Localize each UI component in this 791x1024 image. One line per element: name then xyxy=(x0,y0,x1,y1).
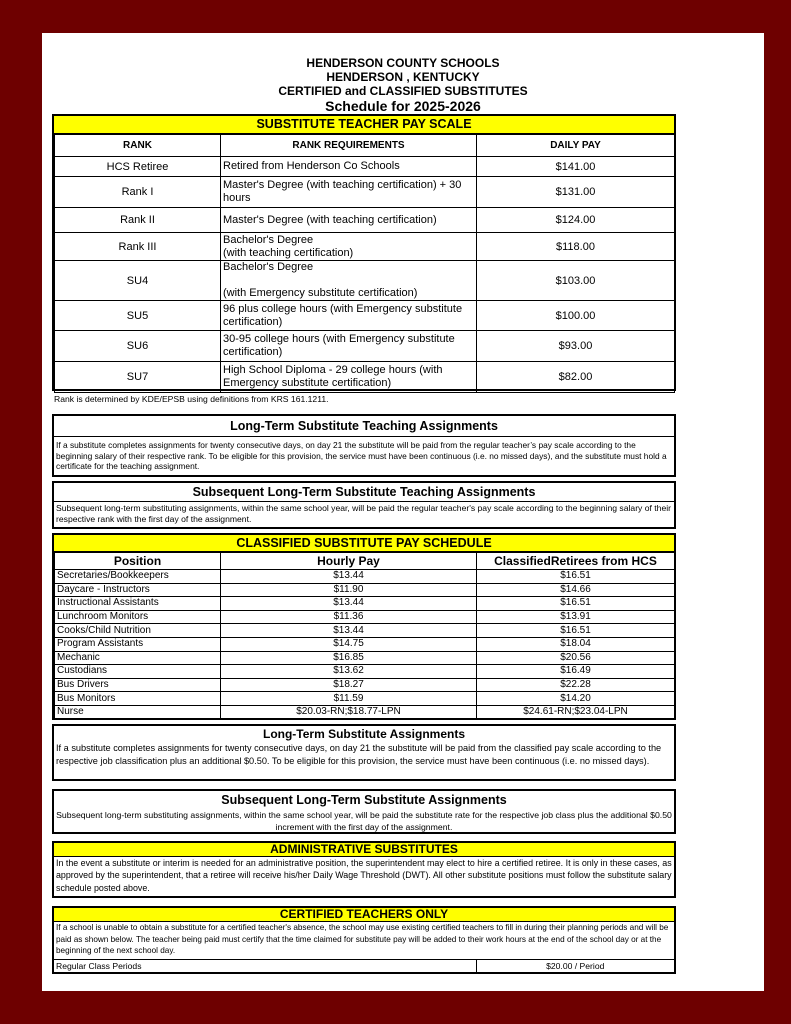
rank-cell: Rank I xyxy=(55,177,221,208)
class-period-pay: $20.00 / Period xyxy=(476,959,674,972)
retiree-pay-cell: $24.61-RN;$23.04-LPN xyxy=(477,705,675,719)
retiree-pay-cell: $16.51 xyxy=(477,597,675,611)
long-term-teaching-text: If a substitute completes assignments for twenty consecutive days, on day 21 the substitute will be paid from the regular teacher’s pay scale according to the beginning salary of their respective rank. To be eligible for this provision, the service must have been continuous (i.e. no missed days), and the substitute must hold a certificate for the teaching assignment. xyxy=(56,440,667,471)
position-cell: Nurse xyxy=(55,705,221,719)
position-cell: Instructional Assistants xyxy=(55,597,221,611)
retiree-pay-cell: $14.20 xyxy=(477,692,675,706)
position-cell: Daycare - Instructors xyxy=(55,583,221,597)
teacher-pay-table xyxy=(54,134,675,393)
classified-pay-table xyxy=(54,552,675,720)
hourly-pay-cell: $14.75 xyxy=(221,637,477,651)
table-row xyxy=(55,624,675,638)
schedule-year: Schedule for 2025-2026 xyxy=(325,98,481,114)
hourly-pay-cell: $11.36 xyxy=(221,610,477,624)
table-row xyxy=(55,597,675,611)
table-row xyxy=(55,233,675,261)
rank-requirement-cell: 30-95 college hours (with Emergency substitute certification) xyxy=(221,331,477,362)
table-row xyxy=(54,959,674,972)
position-cell: Custodians xyxy=(55,665,221,679)
subsequent-classified-title: Subsequent Long-Term Substitute Assignments xyxy=(221,793,507,807)
table-row xyxy=(55,705,675,719)
column-header: RANK xyxy=(55,135,221,157)
hourly-pay-cell: $18.27 xyxy=(221,678,477,692)
document-page xyxy=(42,33,764,991)
table-row xyxy=(55,610,675,624)
column-header: Hourly Pay xyxy=(221,553,477,570)
table-row xyxy=(55,637,675,651)
long-term-classified-text: If a substitute completes assignments for twenty consecutive days, on day 21 the substitute will be paid from the classified pay scale according to the respective job classification plus an additional $0.50. To be eligible for this provision, the service must have been continuous (i.e. no missed days). xyxy=(56,743,662,766)
rank-requirement-cell: Master's Degree (with teaching certification) xyxy=(221,208,477,233)
hourly-pay-cell: $16.85 xyxy=(221,651,477,665)
document-subtitle: CERTIFIED and CLASSIFIED SUBSTITUTES xyxy=(278,84,528,98)
column-header: DAILY PAY xyxy=(477,135,675,157)
daily-pay-cell: $82.00 xyxy=(477,362,675,393)
position-cell: Bus Monitors xyxy=(55,692,221,706)
hourly-pay-cell: $13.62 xyxy=(221,665,477,679)
retiree-pay-cell: $18.04 xyxy=(477,637,675,651)
table-row xyxy=(55,331,675,362)
subsequent-teaching-text: Subsequent long-term substituting assignments, within the same school year, will be paid the regular teacher's pay scale according to the beginning salary of their respective rank with the first day of the assignment. xyxy=(56,503,672,524)
teacher-pay-scale-section xyxy=(52,114,676,391)
hourly-pay-cell: $13.44 xyxy=(221,624,477,638)
hourly-pay-cell: $20.03-RN;$18.77-LPN xyxy=(221,705,477,719)
rank-requirement-cell: Master's Degree (with teaching certification) + 30 hours xyxy=(221,177,477,208)
subsequent-classified-text: Subsequent long-term substituting assignments, within the same school year, will be paid the substitute rate for the respective job class plus the additional $0.50 increment with the first day of the assignment. xyxy=(56,810,672,832)
hourly-pay-cell: $13.44 xyxy=(221,570,477,584)
rank-requirement-cell: High School Diploma - 29 college hours (with Emergency substitute certification) xyxy=(221,362,477,393)
long-term-teaching-title: Long-Term Substitute Teaching Assignments xyxy=(54,416,674,437)
daily-pay-cell: $103.00 xyxy=(477,261,675,301)
rank-requirement-cell: Bachelor's Degree (with Emergency substitute certification) xyxy=(221,261,477,301)
table-row xyxy=(55,157,675,177)
table-row xyxy=(55,651,675,665)
rank-note: Rank is determined by KDE/EPSB using definitions from KRS 161.1211. xyxy=(54,394,329,404)
admin-substitutes-title: ADMINISTRATIVE SUBSTITUTES xyxy=(54,843,674,857)
daily-pay-cell: $141.00 xyxy=(477,157,675,177)
subsequent-classified-section xyxy=(52,789,676,834)
classified-pay-title: CLASSIFIED SUBSTITUTE PAY SCHEDULE xyxy=(54,535,674,552)
table-row xyxy=(55,665,675,679)
retiree-pay-cell: $13.91 xyxy=(477,610,675,624)
long-term-teaching-section xyxy=(52,414,676,477)
position-cell: Bus Drivers xyxy=(55,678,221,692)
position-cell: Cooks/Child Nutrition xyxy=(55,624,221,638)
table-row xyxy=(55,177,675,208)
table-row xyxy=(55,362,675,393)
column-header: ClassifiedRetirees from HCS xyxy=(477,553,675,570)
rank-cell: Rank III xyxy=(55,233,221,261)
retiree-pay-cell: $16.49 xyxy=(477,665,675,679)
retiree-pay-cell: $16.51 xyxy=(477,624,675,638)
retiree-pay-cell: $14.66 xyxy=(477,583,675,597)
hourly-pay-cell: $13.44 xyxy=(221,597,477,611)
column-header: Position xyxy=(55,553,221,570)
table-header-row xyxy=(55,135,675,157)
table-row xyxy=(55,301,675,331)
table-row xyxy=(55,692,675,706)
rank-requirement-cell: Bachelor's Degree (with teaching certification) xyxy=(221,233,477,261)
rank-cell: SU6 xyxy=(55,331,221,362)
subsequent-teaching-section xyxy=(52,481,676,529)
teacher-pay-scale-title: SUBSTITUTE TEACHER PAY SCALE xyxy=(54,116,674,134)
hourly-pay-cell: $11.90 xyxy=(221,583,477,597)
rank-cell: SU5 xyxy=(55,301,221,331)
rank-cell: SU7 xyxy=(55,362,221,393)
table-row xyxy=(55,208,675,233)
table-row xyxy=(55,570,675,584)
long-term-classified-section xyxy=(52,724,676,781)
position-cell: Program Assistants xyxy=(55,637,221,651)
column-header: RANK REQUIREMENTS xyxy=(221,135,477,157)
rank-requirement-cell: 96 plus college hours (with Emergency substitute certification) xyxy=(221,301,477,331)
position-cell: Lunchroom Monitors xyxy=(55,610,221,624)
table-row xyxy=(55,261,675,301)
rank-cell: Rank II xyxy=(55,208,221,233)
hourly-pay-cell: $11.59 xyxy=(221,692,477,706)
rank-requirement-cell: Retired from Henderson Co Schools xyxy=(221,157,477,177)
position-cell: Secretaries/Bookkeepers xyxy=(55,570,221,584)
long-term-classified-title: Long-Term Substitute Assignments xyxy=(262,727,465,741)
district-name: HENDERSON COUNTY SCHOOLS xyxy=(306,56,500,70)
retiree-pay-cell: $22.28 xyxy=(477,678,675,692)
rank-cell: SU4 xyxy=(55,261,221,301)
class-period-label: Regular Class Periods xyxy=(54,959,476,972)
daily-pay-cell: $124.00 xyxy=(477,208,675,233)
retiree-pay-cell: $16.51 xyxy=(477,570,675,584)
table-row xyxy=(55,678,675,692)
certified-teachers-text: If a school is unable to obtain a substitute for a certified teacher's absence, the school may use existing certified teachers to fill in during their planning periods and will be paid as shown below. The teacher being paid must certify that the time claimed for substitute pay will be added to their work hours at the end of the school day or at the beginning of the next school day. xyxy=(56,923,669,955)
admin-substitutes-text: In the event a substitute or interim is needed for an administrative position, the superintendent may elect to hire a certified retiree. It is only in these cases, as approved by the superintendent, that a retiree will receive his/her Daily Wage Threshold (DWT). All other substitute positions must follow the substitute salary schedule posted above. xyxy=(56,858,672,893)
certified-teachers-section xyxy=(52,906,676,974)
table-row xyxy=(55,583,675,597)
table-header-row xyxy=(55,553,675,570)
retiree-pay-cell: $20.56 xyxy=(477,651,675,665)
district-location: HENDERSON , KENTUCKY xyxy=(326,70,480,84)
daily-pay-cell: $131.00 xyxy=(477,177,675,208)
daily-pay-cell: $100.00 xyxy=(477,301,675,331)
subsequent-teaching-title: Subsequent Long-Term Substitute Teaching Assignments xyxy=(54,483,674,502)
daily-pay-cell: $118.00 xyxy=(477,233,675,261)
admin-substitutes-section xyxy=(52,841,676,898)
certified-teachers-title: CERTIFIED TEACHERS ONLY xyxy=(54,908,674,922)
daily-pay-cell: $93.00 xyxy=(477,331,675,362)
classified-pay-section xyxy=(52,533,676,720)
rank-cell: HCS Retiree xyxy=(55,157,221,177)
certified-pay-table xyxy=(54,959,674,973)
position-cell: Mechanic xyxy=(55,651,221,665)
